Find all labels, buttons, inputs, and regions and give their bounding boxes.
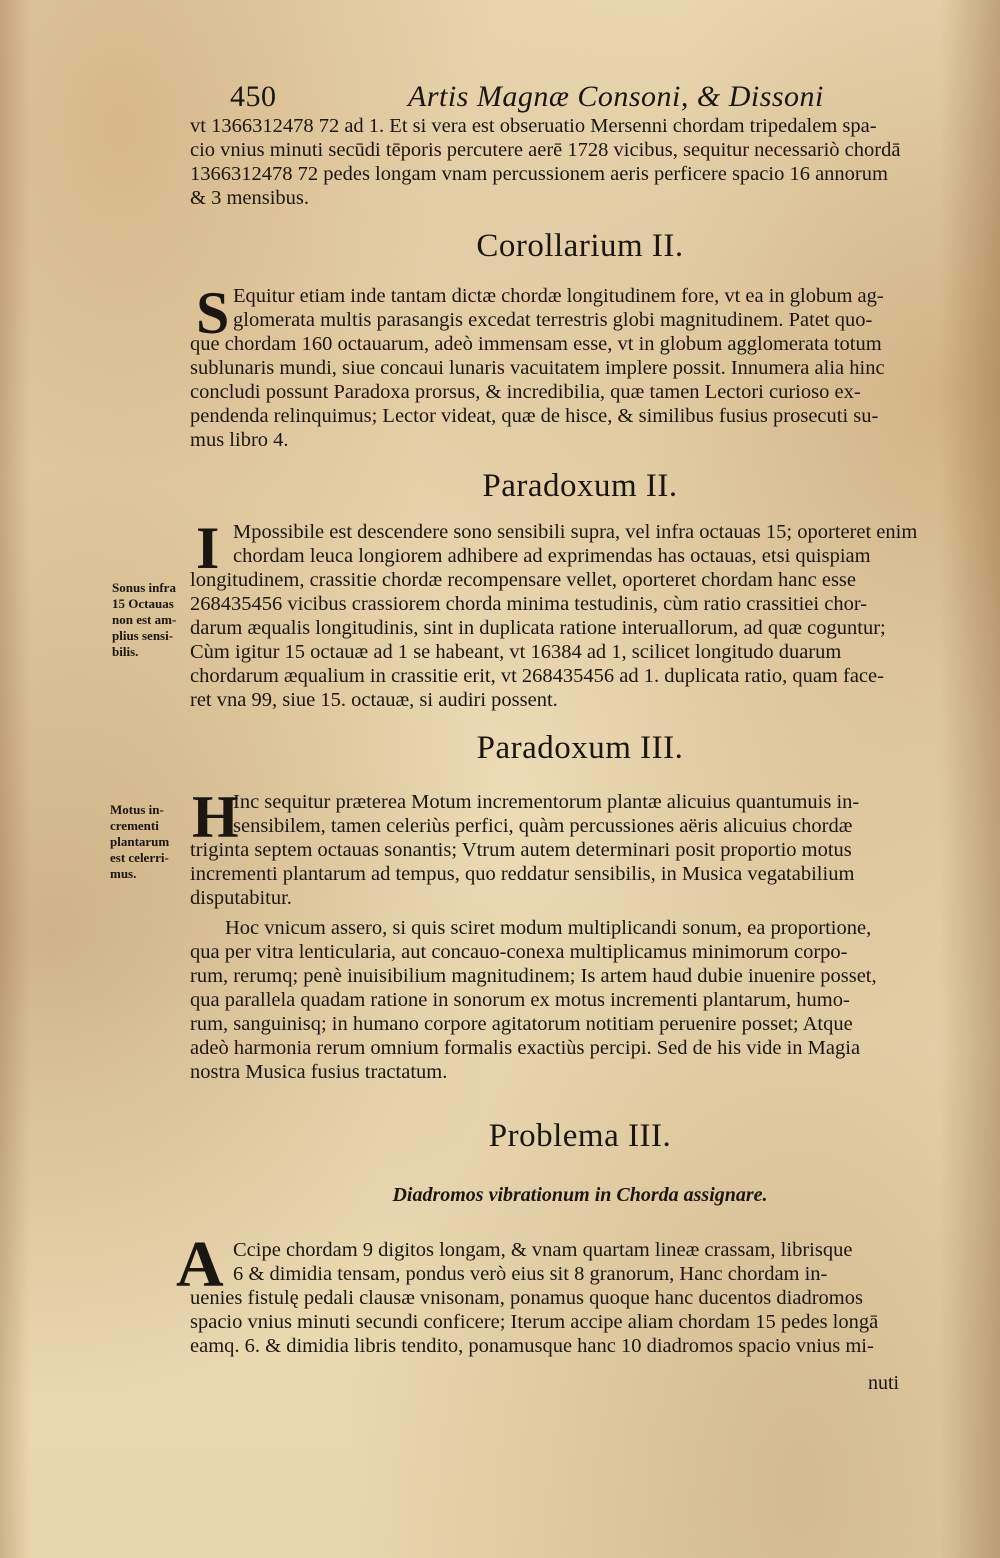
text-line: que chordam 160 octauarum, adeò immensam esse, vt in globum agglomerata totum — [190, 333, 882, 355]
text-line: uenies fistulę pedali clausæ vnisonam, ponamus quoque hanc ducentos diadromos — [190, 1287, 863, 1309]
text-line: 6 & dimidia tensam, pondus verò eius sit 8 granorum, Hanc chordam in- — [233, 1263, 828, 1285]
margin-note — [110, 802, 169, 882]
text-line: sublunaris mundi, siue concaui lunaris vacuitatem implere possit. Innumera alia hinc — [190, 357, 885, 379]
drop-cap: H — [192, 784, 239, 850]
margin-note-line: plantarum — [110, 834, 170, 849]
page-number: 450 — [230, 80, 277, 113]
text-line: 1366312478 72 pedes longam vnam percussionem aeris perficere spacio 16 annorum — [190, 163, 888, 185]
text-line: Hoc vnicum assero, si quis sciret modum multiplicandi sonum, ea proportione, — [225, 917, 872, 939]
section-heading: Paradoxum III. — [476, 730, 684, 766]
section-heading: Problema III. — [488, 1118, 672, 1154]
text-line: darum æqualis longitudinis, sint in duplicata ratione interuallorum, ad quæ coguntur; — [190, 617, 886, 639]
text-line: Equitur etiam inde tantam dictæ chordæ longitudinem fore, vt ea in globum ag- — [233, 285, 884, 307]
text-line: ret vna 99, siue 15. octauæ, si audiri possent. — [190, 689, 558, 711]
margin-note-line: est celerri- — [110, 850, 169, 865]
page-shadow-left — [0, 0, 30, 1558]
text-line: incrementi plantarum ad tempus, quo reddatur sensibilis, in Musica vegatabilium — [190, 863, 855, 885]
running-head — [230, 80, 824, 120]
running-title: Artis Magnæ Consoni, & Dissoni — [408, 80, 824, 113]
text-line: cio vnius minuti secūdi tēporis percutere aerē 1728 vicibus, sequitur necessariò chordā — [190, 139, 901, 161]
text-line: mus libro 4. — [190, 429, 289, 451]
text-line: adeò harmonia rerum omnium formalis exactiùs percipi. Sed de his vide in Magia — [190, 1037, 861, 1059]
catchword: nuti — [868, 1372, 900, 1394]
margin-note-line: Sonus infra — [112, 580, 176, 595]
text-line: rum, rerumq; penè inuisibilium magnitudinem; Is artem haud dubie inuenire posset, — [190, 965, 877, 987]
text-line: triginta septem octauas sonantis; Vtrum autem determinari posit proportio motus — [190, 839, 852, 861]
drop-cap: I — [196, 515, 220, 581]
text-line: concludi possunt Paradoxa prorsus, & incredibilia, quæ tamen Lectori curioso ex- — [190, 381, 861, 403]
margin-note-line: non est am- — [112, 612, 177, 627]
margin-note-line: Motus in- — [110, 802, 164, 817]
text-line: Inc sequitur præterea Motum incrementorum plantæ alicuius quantumuis in- — [233, 791, 860, 813]
text-line: spacio vnius minuti secundi conficere; Iterum accipe aliam chordam 15 pedes longā — [190, 1311, 879, 1333]
margin-note-line: crementi — [110, 818, 159, 833]
section-heading: Corollarium II. — [476, 228, 684, 264]
text-line: longitudinem, crassitie chordæ recompensare vellet, oporteret chordam hanc esse — [190, 569, 857, 591]
margin-note-line: mus. — [110, 866, 137, 881]
section-subheading: Diadromos vibrationum in Chorda assignare. — [392, 1184, 768, 1206]
text-line: vt 1366312478 72 ad 1. Et si vera est obseruatio Mersenni chordam tripedalem spa- — [190, 115, 877, 137]
text-line: eamq. 6. & dimidia libris tendito, ponamusque hanc 10 diadromos spacio vnius mi- — [190, 1335, 874, 1357]
margin-note — [112, 580, 176, 660]
text-line: Ccipe chordam 9 digitos longam, & vnam quartam lineæ crassam, librisque — [233, 1239, 853, 1261]
drop-cap: S — [196, 280, 230, 346]
text-line: nostra Musica fusius tractatum. — [190, 1061, 448, 1083]
section-heading: Paradoxum II. — [482, 468, 678, 504]
text-line: qua parallela quadam ratione in sonorum ex motus incrementi plantarum, humo- — [190, 989, 850, 1011]
text-line: sensibilem, tamen celeriùs perfici, quàm percussiones aëris alicuius chordæ — [233, 815, 853, 837]
margin-note-line: plius sensi- — [112, 628, 174, 643]
text-line: & 3 mensibus. — [190, 187, 310, 209]
text-line: glomerata multis parasangis excedat terrestris globi magnitudinem. Patet quo- — [233, 309, 873, 331]
text-line: disputabitur. — [190, 887, 292, 909]
margin-note-line: bilis. — [112, 644, 139, 659]
text-line: 268435456 vicibus crassiorem chorda minima testudinis, cùm ratio crassitiei chor- — [190, 593, 868, 615]
text-line: Cùm igitur 15 octauæ ad 1 se habeant, vt 16384 ad 1, scilicet longitudo duarum — [190, 641, 842, 663]
text-line: Mpossibile est descendere sono sensibili supra, vel infra octauas 15; oporteret enim — [233, 521, 918, 543]
text-line: chordam leuca longiorem adhibere ad exprimendas has octauas, etsi quispiam — [233, 545, 871, 567]
margin-note-line: 15 Octauas — [112, 596, 174, 611]
drop-cap: A — [176, 1228, 224, 1301]
text-line: rum, sanguinisq; in humano corpore agitatorum notitiam peruenire posset; Atque — [190, 1013, 853, 1035]
text-line: chordarum æqualium in crassitie erit, vt 268435456 ad 1. duplicata ratio, quam face- — [190, 665, 884, 687]
text-line: pendenda relinquimus; Lector videat, quæ de hisce, & similibus fusius prosecuti su- — [190, 405, 879, 427]
text-line: qua per vitra lenticularia, aut concauo-conexa multiplicamus minimorum corpo- — [190, 941, 848, 963]
